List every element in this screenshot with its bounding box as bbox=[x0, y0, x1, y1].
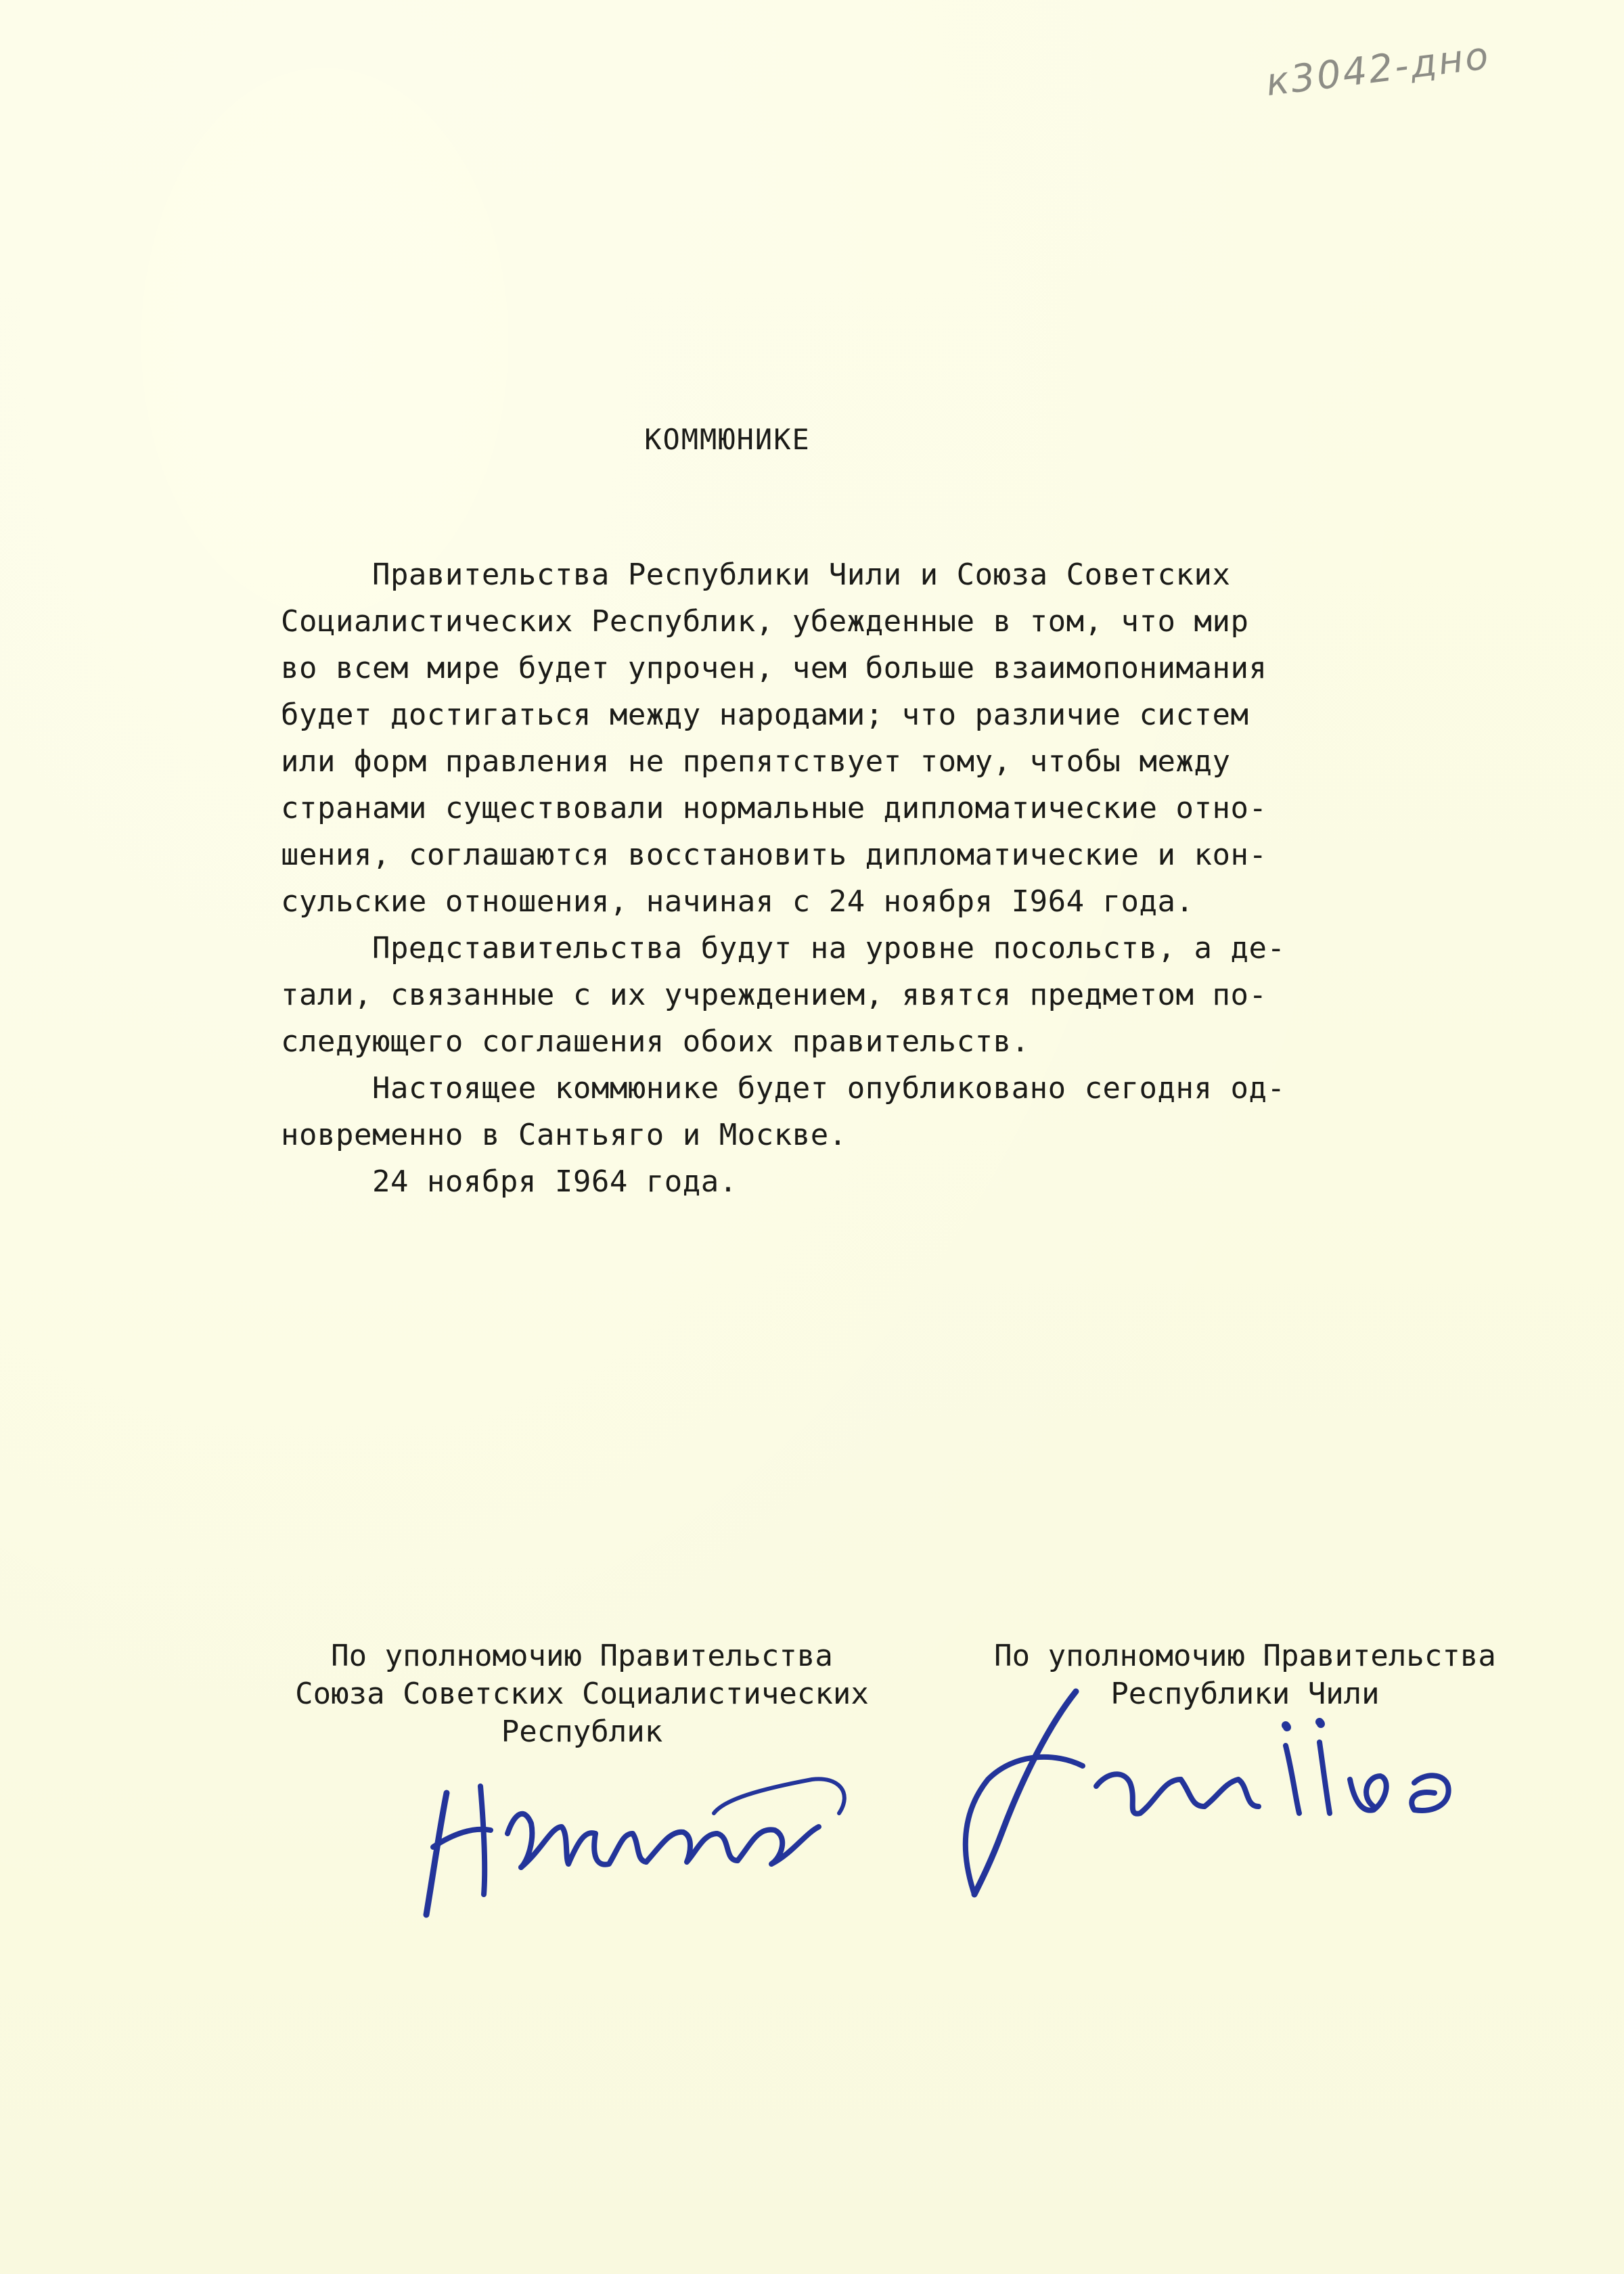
body-line: новременно в Сантьяго и Москве. bbox=[281, 1118, 847, 1152]
soviet-caption-line-1: По уполномочию Правительства bbox=[331, 1639, 833, 1673]
body-line: будет достигаться между народами; что различие систем bbox=[281, 698, 1249, 732]
body-line: тали, связанные с их учреждением, явятся предметом по- bbox=[281, 978, 1267, 1012]
body-line: странами существовали нормальные дипломатические отно- bbox=[281, 791, 1267, 825]
body-line: шения, соглашаются восстановить дипломатические и кон- bbox=[281, 838, 1267, 872]
document-title: КОММЮНИКЕ bbox=[644, 423, 811, 456]
body-line: Представительства будут на уровне посольств, а де- bbox=[281, 931, 1286, 965]
body-line: или форм правления не препятствует тому, чтобы между bbox=[281, 744, 1231, 779]
soviet-caption-line-3: Республик bbox=[501, 1714, 663, 1749]
archive-reference-mark: к3042-дно bbox=[1263, 33, 1493, 106]
body-line: во всем мире будет упрочен, чем больше взаимопонимания bbox=[281, 651, 1267, 685]
body-line: сульские отношения, начиная с 24 ноября I964 года. bbox=[281, 884, 1194, 919]
body-line: следующего соглашения обоих правительств. bbox=[281, 1024, 1030, 1059]
body-line: 24 ноября I964 года. bbox=[281, 1164, 738, 1199]
body-line: Социалистических Республик, убежденные в том, что мир bbox=[281, 604, 1249, 639]
communique-body bbox=[281, 551, 1404, 1205]
body-line: Настоящее коммюнике будет опубликовано сегодня од- bbox=[281, 1071, 1286, 1106]
soviet-signature bbox=[406, 1732, 880, 1935]
body-line: Правительства Республики Чили и Союза Советских bbox=[281, 558, 1231, 592]
chile-caption-line-1: По уполномочию Правительства bbox=[994, 1639, 1496, 1673]
soviet-caption-line-2: Союза Советских Социалистических bbox=[295, 1677, 869, 1711]
chile-caption-line-2: Республики Чили bbox=[1110, 1677, 1380, 1711]
chile-signature bbox=[873, 1678, 1604, 1915]
